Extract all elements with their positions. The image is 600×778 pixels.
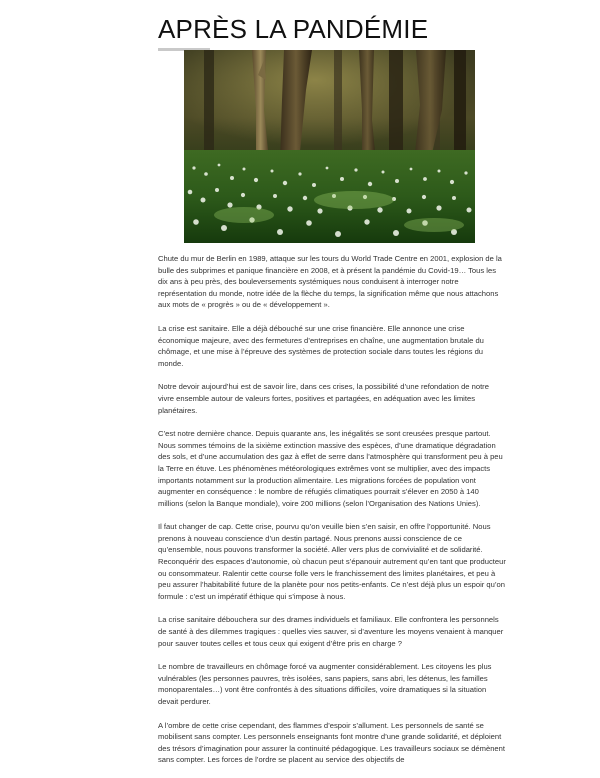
paragraph: Chute du mur de Berlin en 1989, attaque sur les tours du World Trade Centre en 2001, explosion de la bulle des subprimes et panique financière en 2008, et à présent la pandémie du Covid-19… Tous les dix ans à peu près, des bouleversements systémiques nous conduisent à interroger notre représentation du monde, notre idée de la flèche du temps, la signification même que nous attachons aux mots de « progrès » ou de « développement ». [158, 254, 502, 310]
article-title: APRÈS LA PANDÉMIE [158, 14, 429, 44]
paragraph: Notre devoir aujourd’hui est de savoir lire, dans ces crises, la possibilité d’une refondation de notre vivre ensemble autour de valeurs fortes, positives et partagées, en adéquation avec les limites planétaires. [158, 382, 489, 415]
article-body [158, 253, 506, 778]
paragraph: La crise sanitaire débouchera sur des drames individuels et familiaux. Elle confrontera les personnels de santé à des dilemmes tragiques : quelles vies sauver, si d’aventure les moyens venaient à manquer pour sauver toutes celles et tous ceux qui exigent d’être pris en charge ? [158, 615, 504, 648]
article [158, 0, 506, 765]
paragraph: Il faut changer de cap. Cette crise, pourvu qu’on veuille bien s’en saisir, en offre l’opportunité. Nous prenons à nouveau conscience d’un destin partagé. Nous prenons aussi conscience de ce qu’ensemble, nous pouvons transformer la société. Aller vers plus de convivialité et de solidarité. Reconquérir des espaces d’autonomie, où chacun peut s’épanouir autrement qu’en tant que producteur ou consommateur. Ralentir cette course folle vers le franchissement des limites planétaires, et peu à peu assurer l’habitabilité future de la planète pour nos petits-enfants. Ce n’est déjà plus un espoir qu’on formule : c’est un impératif éthique qui s’impose à nous. [158, 522, 506, 601]
paragraph: A l’ombre de cette crise cependant, des flammes d’espoir s’allument. Les personnels de santé se mobilisent sans compter. Les personnels enseignants font montre d’une grande solidarité, et déploient des trésors d’imagination pour assurer la continuité pédagogique. Les travailleurs sociaux se démènent sans compter. Les forces de l’ordre se placent au service des objectifs de [158, 720, 505, 765]
paragraph: La crise est sanitaire. Elle a déjà débouché sur une crise financière. Elle annonce une crise économique majeure, avec des fermetures d’entreprises en chaîne, une augmentation brutale du chômage, et une mise à l’épreuve des systèmes de protection sociale dans toutes les régions du monde. [158, 323, 484, 368]
paragraph: Le nombre de travailleurs en chômage forcé va augmenter considérablement. Les citoyens les plus vulnérables (les personnes pauvres, très isolées, sans papiers, sans abri, les détenus, les familles monoparentales…) vont être confrontés à des situations difficiles, voire dramatiques si la situation devait perdurer. [158, 662, 492, 706]
forest-photo [184, 50, 475, 243]
paragraph: C’est notre dernière chance. Depuis quarante ans, les inégalités se sont creusées presque partout. Nous sommes témoins de la sixième extinction massive des espèces, d’une dramatique dégradation des sols, et d’une accumulation des gaz à effet de serre dans l’atmosphère qui transforment peu à peu la Terre en étuve. Les phénomènes météorologiques extrêmes vont se multiplier, avec des impacts importants notamment sur la production alimentaire. Les migrations forcées de population vont augmenter en conséquence : le nombre de réfugiés climatiques pourrait s’élever en 2050 à 140 millions (selon la Banque mondiale), voire 200 millions (selon l’Organisation des Nations Unies). [158, 429, 503, 508]
